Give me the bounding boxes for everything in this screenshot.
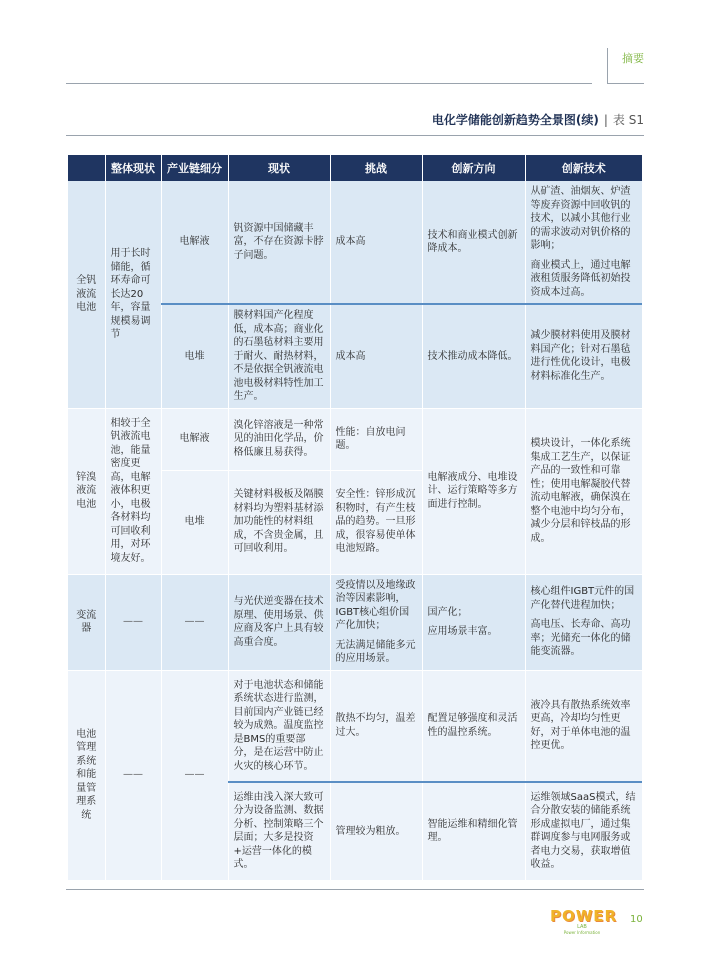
status-cell: 运维由浅入深大致可分为设备监测、数据分析、控制策略三个层面；大多是投资+运营一体化的模式。	[228, 782, 330, 880]
tech-paragraph: 模块设计，一体化系统集成工艺生产，以保证产品的一致性和可靠性；使用电解凝胶代替流动电解液，确保溴在整个电池中均匀分布，减少分层和锌枝晶的形成。	[530, 438, 631, 544]
table-title-row	[432, 111, 644, 128]
direction-cell: 技术和商业模式创新降成本。	[422, 181, 525, 304]
innovation-trend-table	[68, 155, 642, 881]
header-cell-segment: 产业链细分	[161, 155, 228, 181]
header-cell-category	[68, 155, 105, 181]
table-row	[68, 670, 642, 782]
tech-cell	[525, 574, 642, 670]
header-cell-challenge: 挑战	[330, 155, 422, 181]
tech-cell	[525, 181, 642, 304]
challenge-cell: 散热不均匀，温差过大。	[330, 670, 422, 782]
status-cell: 关键材料极板及隔膜材料均为塑料基材添加功能性的材料组成，不含贵金属，且可回收利用。	[228, 470, 330, 574]
segment-cell: ——	[161, 670, 228, 880]
section-label: 摘要	[622, 52, 644, 65]
status-cell: 对于电池状态和储能系统状态进行监测，目前国内产业链已经较为成熟。温度监控是BMS的重要部分，是在运营中防止火灾的核心环节。	[228, 670, 330, 782]
tech-paragraph: 商业模式上，通过电解液租赁服务降低初始投资成本过高。	[530, 259, 631, 298]
header-cell-overall: 整体现状	[105, 155, 161, 181]
title-rule	[66, 135, 644, 136]
bottom-rule	[66, 889, 644, 890]
challenge-paragraph: 无法满足储能多元的应用场景。	[335, 639, 416, 664]
logo-caption: Power Information	[563, 930, 601, 935]
top-rule	[66, 83, 592, 84]
overall-cell: 相较于全钒液流电池，能量密度更高，电解液体积更小，电极各材料均可回收利用，对环境友好。	[105, 408, 161, 574]
tech-cell: 液冷具有散热系统效率更高，冷却均匀性更好，对于单体电池的温控更优。	[525, 670, 642, 782]
table-title: 电化学储能创新趋势全景图(续)	[431, 113, 599, 127]
page-number: 10	[630, 914, 643, 925]
tech-paragraph: 减少膜材料使用及膜材料国产化；针对石墨毡进行性优化设计，电极材料标准化生产。	[530, 330, 631, 382]
corner-rule-horizontal	[607, 83, 644, 84]
category-cell: 全钒液流电池	[68, 181, 105, 408]
table-row	[68, 181, 642, 304]
direction-cell: 智能运维和精细化管理。	[422, 782, 525, 880]
logo-subtext: LAB	[577, 924, 587, 930]
status-cell: 与光伏逆变器在技术原理、使用场景、供应商及客户上具有较高重合度。	[228, 574, 330, 670]
power-lab-logo	[550, 907, 618, 935]
challenge-paragraph: 受疫情以及地缘政治等因素影响，IGBT核心组价国产化加快；	[335, 579, 416, 631]
challenge-cell: 性能：自放电问题。	[330, 408, 422, 470]
tech-paragraph: 从矿渣、油烟灰、炉渣等废弃资源中回收钒的技术，以减小其他行业的需求波动对钒价格的影响；	[530, 186, 631, 251]
challenge-cell	[330, 574, 422, 670]
title-separator: |	[603, 113, 608, 127]
direction-paragraph: 应用场景丰富。	[427, 626, 498, 637]
table-row	[68, 408, 642, 470]
status-cell: 钒资源中国储藏丰富，不存在资源卡脖子问题。	[228, 181, 330, 304]
challenge-cell: 管理较为粗放。	[330, 782, 422, 880]
segment-cell: ——	[161, 574, 228, 670]
header-cell-tech: 创新技术	[525, 155, 642, 181]
table-row	[68, 574, 642, 670]
logo-wordmark: POWER	[550, 907, 618, 925]
direction-cell	[422, 574, 525, 670]
segment-cell: 电堆	[161, 304, 228, 408]
segment-cell: 电解液	[161, 181, 228, 304]
direction-cell: 配置足够强度和灵活性的温控系统。	[422, 670, 525, 782]
category-cell: 变流器	[68, 574, 105, 670]
challenge-cell: 成本高	[330, 181, 422, 304]
direction-cell: 技术推动成本降低。	[422, 304, 525, 408]
overall-cell: ——	[105, 670, 161, 880]
header-cell-direction: 创新方向	[422, 155, 525, 181]
challenge-cell: 成本高	[330, 304, 422, 408]
tech-paragraph: 核心组件IGBT元件的国产化替代进程加快；	[530, 586, 635, 611]
table-number: 表 S1	[612, 113, 644, 127]
overall-cell: ——	[105, 574, 161, 670]
corner-rule-vertical	[607, 48, 608, 84]
category-cell: 电池管理系统和能量管理系统	[68, 670, 105, 880]
segment-cell: 电堆	[161, 470, 228, 574]
tech-cell	[525, 408, 642, 574]
tech-cell	[525, 304, 642, 408]
overall-cell: 用于长时储能，循环寿命可长达20年，容量规模易调节	[105, 181, 161, 408]
table-header-row	[68, 155, 642, 181]
status-cell: 溴化锌溶液是一种常见的油田化学品，价格低廉且易获得。	[228, 408, 330, 470]
direction-cell: 电解液成分、电堆设计、运行策略等多方面进行控制。	[422, 408, 525, 574]
status-cell: 膜材料国产化程度低，成本高；商业化的石墨毡材料主要用于耐火、耐热材料，不是依据全钒液流电池电极材料特性加工生产。	[228, 304, 330, 408]
header-cell-status: 现状	[228, 155, 330, 181]
segment-cell: 电解液	[161, 408, 228, 470]
direction-paragraph: 国产化；	[427, 606, 468, 618]
tech-paragraph: 高电压、长寿命、高功率；光储充一体化的储能变流器。	[530, 619, 631, 658]
challenge-cell: 安全性：锌形成沉积物时，有产生枝晶的趋势。一旦形成，很容易使单体电池短路。	[330, 470, 422, 574]
category-cell: 锌溴液流电池	[68, 408, 105, 574]
tech-cell: 运维领域SaaS模式，结合分散安装的储能系统形成虚拟电厂，通过集群调度参与电网服务或者电力交易，获取增值收益。	[525, 782, 642, 880]
